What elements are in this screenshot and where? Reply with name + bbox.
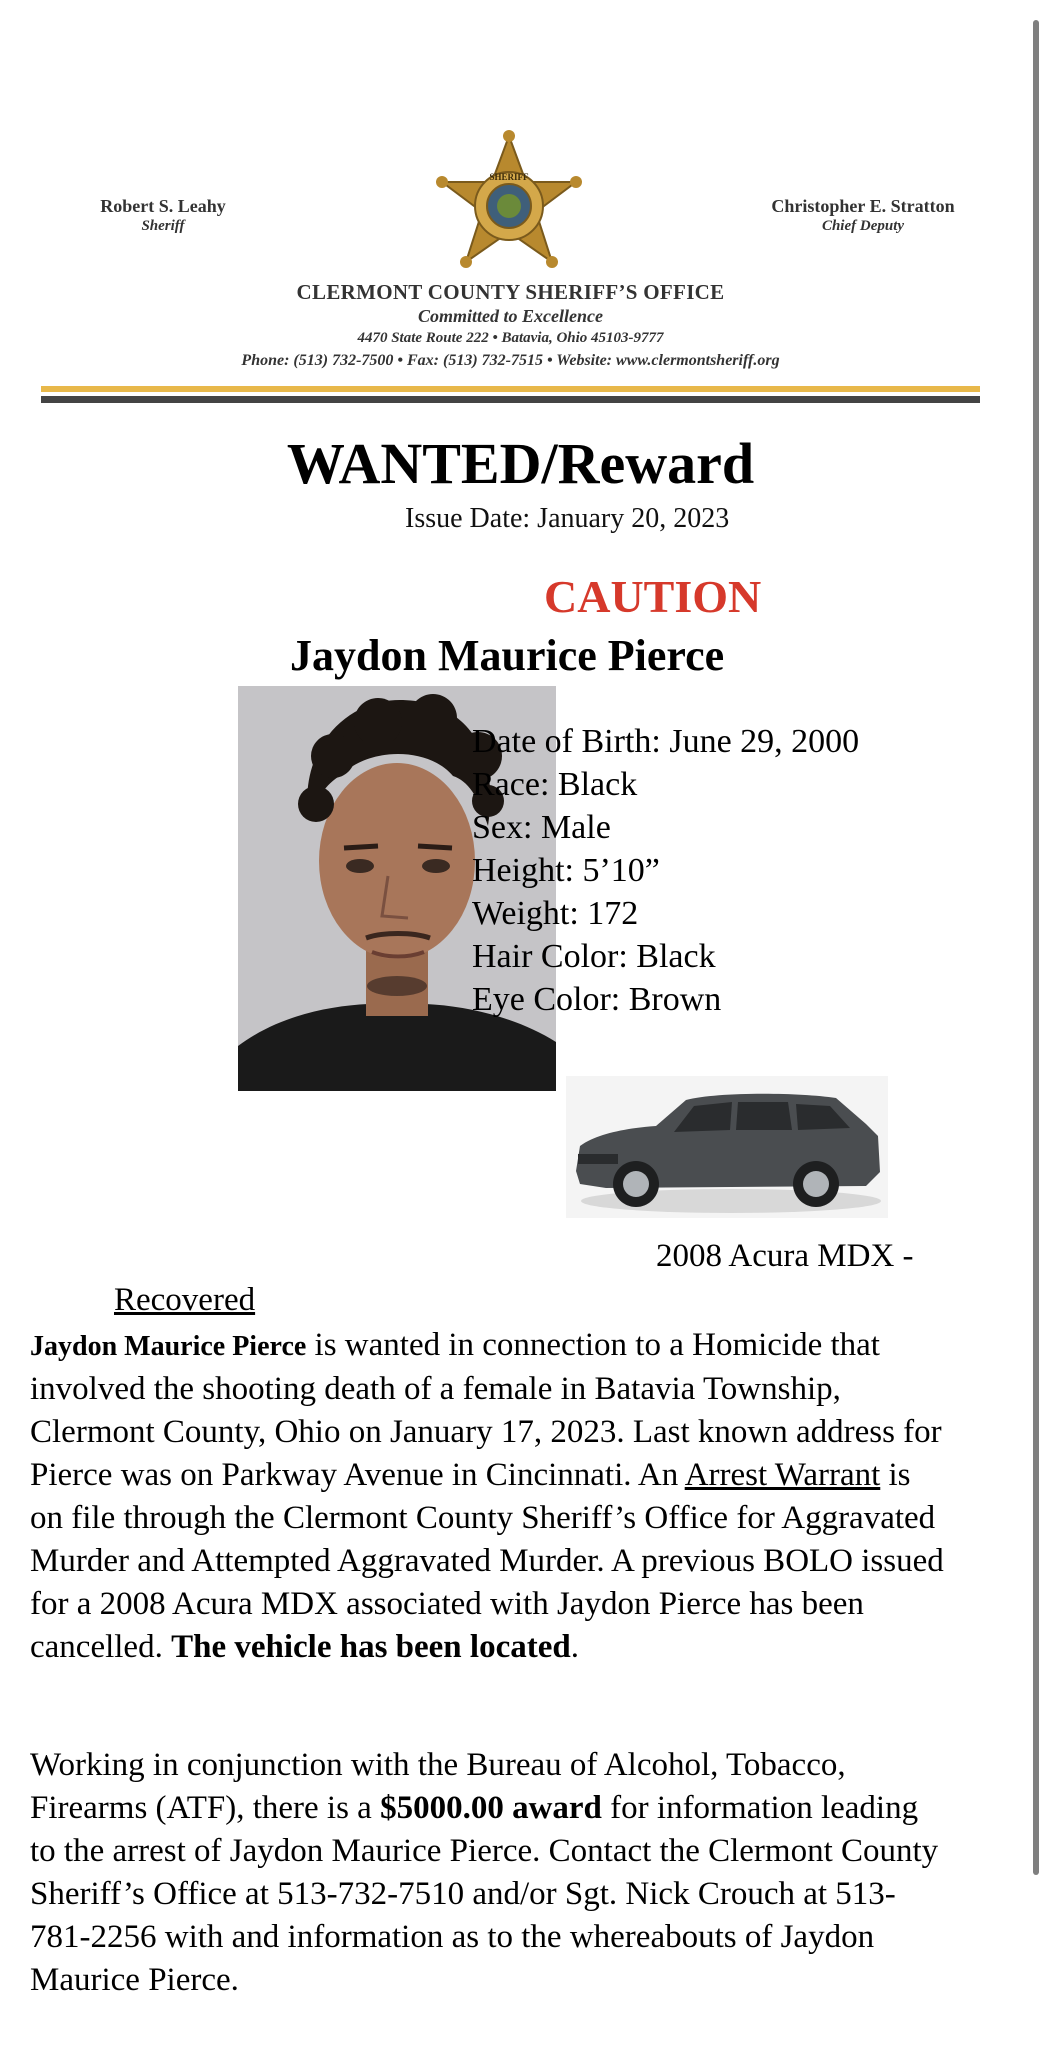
caution-label: CAUTION	[544, 571, 762, 622]
page-title: WANTED/Reward	[286, 431, 755, 496]
office-contact: Phone: (513) 732-7500 • Fax: (513) 732-7515 • Website: www.clermontsheriff.org	[241, 352, 780, 369]
header-rule-dark	[41, 396, 980, 403]
chief-deputy-name: Christopher E. Stratton	[771, 196, 955, 216]
issue-date: Issue Date: January 20, 2023	[405, 503, 730, 534]
badge-text: SHERIFF	[489, 172, 529, 182]
reward-paragraph	[30, 1744, 950, 2002]
header-rule-gold	[41, 386, 980, 392]
case-summary-paragraph	[30, 1324, 950, 1669]
chief-deputy-title: Chief Deputy	[821, 218, 905, 234]
vehicle-photo	[566, 1076, 888, 1218]
vehicle-status: Recovered	[114, 1282, 256, 1318]
suspect-details	[472, 720, 859, 1021]
detail-weight: Weight: 172	[472, 895, 639, 932]
arrest-warrant-text: Arrest Warrant	[684, 1457, 881, 1493]
office-name: CLERMONT COUNTY SHERIFF’S OFFICE	[296, 280, 725, 304]
subject-name: Jaydon Maurice Pierce	[290, 631, 725, 680]
vehicle-located-text: The vehicle has been located	[171, 1629, 571, 1665]
paragraph-subject-name: Jaydon Maurice Pierce	[30, 1331, 307, 1362]
sheriff-title: Sheriff	[141, 218, 185, 234]
office-address: 4470 State Route 222 • Batavia, Ohio 45103-9777	[357, 330, 664, 346]
paragraph-text: for information leading to the arrest of Jaydon Maurice Pierce. Contact the Clermont County Sheriff’s Office at 513-732-7510 and/or Sgt. Nick Crouch at 513-781-2256 with and information as to the whereabouts of Jaydon Maurice Pierce.	[30, 1790, 939, 1998]
vehicle-label: 2008 Acura MDX -	[656, 1238, 914, 1274]
detail-sex: Sex: Male	[472, 809, 611, 846]
sheriff-name: Robert S. Leahy	[100, 196, 226, 216]
detail-eye-color: Eye Color: Brown	[472, 981, 722, 1018]
paragraph-text: Working in conjunction with the Bureau of Alcohol, Tobacco, Firearms (ATF), there is a	[30, 1747, 846, 1826]
paragraph-text: .	[570, 1629, 579, 1665]
paragraph-text: is on file through the Clermont County Sheriff’s Office for Aggravated Murder and Attempted Aggravated Murder. A previous BOLO issued for a 2008 Acura MDX associated with Jaydon Pierce has been cancelled.	[30, 1457, 944, 1665]
award-amount: $5000.00 award	[380, 1790, 602, 1826]
detail-dob: Date of Birth: June 29, 2000	[472, 723, 860, 760]
vehicle-drawing	[566, 1076, 888, 1218]
office-motto: Committed to Excellence	[418, 306, 603, 326]
paragraph-text: is wanted in connection to a Homicide that involved the shooting death of a female in Batavia Township, Clermont County, Ohio on January 17, 2023. Last known address for Pierce was on Parkway Avenue in Cincinnati. An	[30, 1327, 942, 1493]
vertical-scrollbar[interactable]	[1033, 20, 1039, 1875]
detail-race: Race: Black	[472, 766, 638, 803]
sheriff-star-badge-icon	[434, 130, 584, 278]
detail-hair-color: Hair Color: Black	[472, 938, 716, 975]
detail-height: Height: 5’10”	[472, 852, 660, 889]
